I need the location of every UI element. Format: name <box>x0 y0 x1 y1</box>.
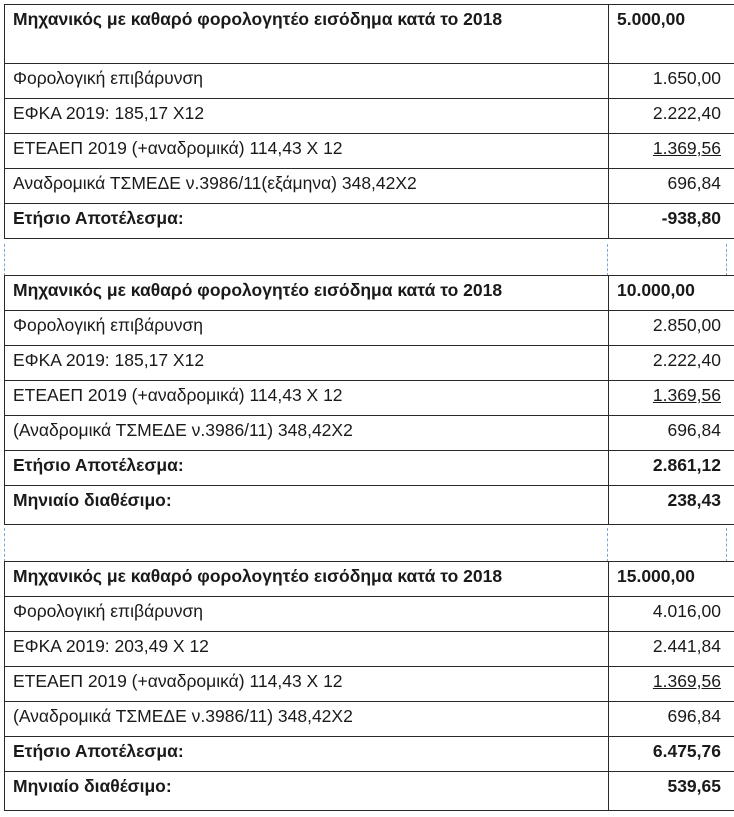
row-value: 696,84 <box>609 169 734 204</box>
monthly-available-label: Μηνιαίο διαθέσιμο: <box>5 486 609 525</box>
annual-result-row <box>5 451 734 486</box>
header-label: Μηχανικός με καθαρό φορολογητέο εισόδημα κατά το 2018 <box>5 562 609 597</box>
table-row <box>5 667 734 702</box>
row-label: Φορολογική επιβάρυνση <box>5 64 609 99</box>
row-label: ΕΦΚΑ 2019: 203,49 Χ 12 <box>5 632 609 667</box>
row-value-underlined: 1.369,56 <box>652 138 721 158</box>
table-row <box>5 64 734 99</box>
row-label: ΕΤΕΑΕΠ 2019 (+αναδρομικά) 114,43 Χ 12 <box>5 667 609 702</box>
row-label: Αναδρομικά ΤΣΜΕΔΕ ν.3986/11(εξάμηνα) 348,42Χ2 <box>5 169 609 204</box>
row-value: 1.650,00 <box>609 64 734 99</box>
income-table-5000 <box>4 4 734 239</box>
row-value: 696,84 <box>609 416 734 451</box>
header-label: Μηχανικός με καθαρό φορολογητέο εισόδημα κατά το 2018 <box>5 276 609 311</box>
monthly-available-value: 238,43 <box>609 486 734 525</box>
row-label: Φορολογική επιβάρυνση <box>5 597 609 632</box>
monthly-available-label: Μηνιαίο διαθέσιμο: <box>5 772 609 811</box>
spacer-divider <box>607 244 608 276</box>
row-label: ΕΦΚΑ 2019: 185,17 Χ12 <box>5 346 609 381</box>
monthly-available-row <box>5 772 734 811</box>
header-value: 10.000,00 <box>609 276 734 311</box>
table-spacer <box>4 528 727 562</box>
annual-result-value: -938,80 <box>609 204 734 239</box>
table-header-row <box>5 5 734 64</box>
monthly-available-row <box>5 486 734 525</box>
row-label: (Αναδρομικά ΤΣΜΕΔΕ ν.3986/11) 348,42Χ2 <box>5 416 609 451</box>
table-spacer <box>4 244 727 276</box>
header-label: Μηχανικός με καθαρό φορολογητέο εισόδημα κατά το 2018 <box>5 5 609 64</box>
header-value: 15.000,00 <box>609 562 734 597</box>
annual-result-row <box>5 737 734 772</box>
income-table-10000 <box>4 275 734 525</box>
table-row <box>5 597 734 632</box>
annual-result-value: 6.475,76 <box>609 737 734 772</box>
income-table-15000 <box>4 561 734 811</box>
row-value-underlined: 1.369,56 <box>652 385 721 405</box>
table-row <box>5 134 734 169</box>
row-value <box>609 381 734 416</box>
table-row <box>5 416 734 451</box>
spacer-divider <box>607 528 608 562</box>
row-value: 2.441,84 <box>609 632 734 667</box>
row-value <box>609 667 734 702</box>
row-value: 696,84 <box>609 702 734 737</box>
row-value: 2.222,40 <box>609 346 734 381</box>
row-label: (Αναδρομικά ΤΣΜΕΔΕ ν.3986/11) 348,42Χ2 <box>5 702 609 737</box>
table-row <box>5 346 734 381</box>
table-row <box>5 632 734 667</box>
annual-result-row <box>5 204 734 239</box>
table-row <box>5 99 734 134</box>
table-header-row <box>5 276 734 311</box>
row-value: 4.016,00 <box>609 597 734 632</box>
row-value-underlined: 1.369,56 <box>652 671 721 691</box>
row-label: ΕΤΕΑΕΠ 2019 (+αναδρομικά) 114,43 Χ 12 <box>5 381 609 416</box>
row-value: 2.850,00 <box>609 311 734 346</box>
row-label: ΕΤΕΑΕΠ 2019 (+αναδρομικά) 114,43 Χ 12 <box>5 134 609 169</box>
annual-result-value: 2.861,12 <box>609 451 734 486</box>
monthly-available-value: 539,65 <box>609 772 734 811</box>
header-value: 5.000,00 <box>609 5 734 64</box>
table-header-row <box>5 562 734 597</box>
annual-result-label: Ετήσιο Αποτέλεσμα: <box>5 204 609 239</box>
annual-result-label: Ετήσιο Αποτέλεσμα: <box>5 737 609 772</box>
annual-result-label: Ετήσιο Αποτέλεσμα: <box>5 451 609 486</box>
table-row <box>5 702 734 737</box>
row-value: 2.222,40 <box>609 99 734 134</box>
table-row <box>5 169 734 204</box>
table-row <box>5 311 734 346</box>
row-label: ΕΦΚΑ 2019: 185,17 Χ12 <box>5 99 609 134</box>
row-label: Φορολογική επιβάρυνση <box>5 311 609 346</box>
table-row <box>5 381 734 416</box>
row-value <box>609 134 734 169</box>
